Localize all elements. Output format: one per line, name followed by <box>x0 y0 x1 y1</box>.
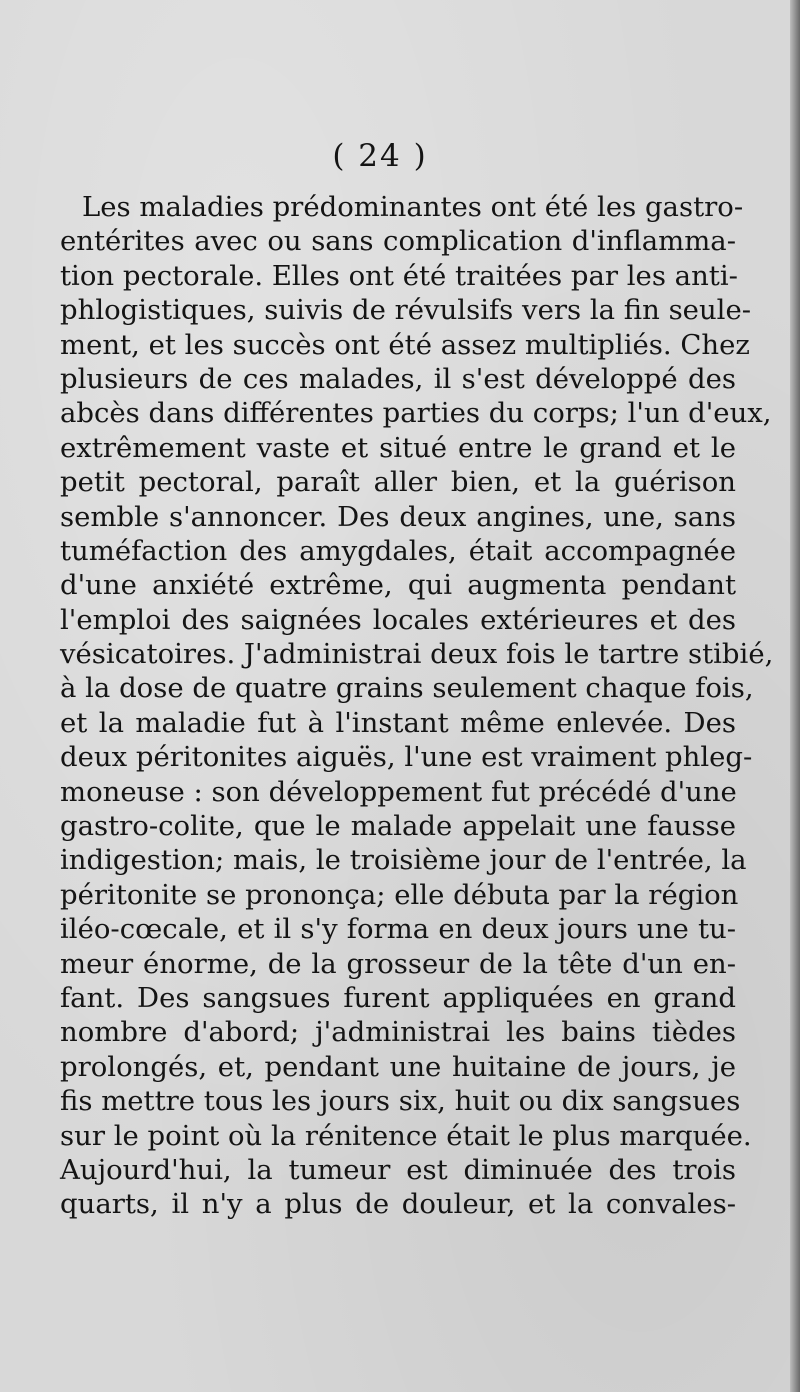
text-line: péritonite se prononça; elle débuta par la région <box>60 878 739 911</box>
text-line: Les maladies prédominantes ont été les gastro- <box>82 191 744 223</box>
text-line: moneuse : son développement fut précédé d'une <box>60 775 737 808</box>
text-line: gastro-colite, que le malade appelait une fausse <box>60 810 736 843</box>
text-line: à la dose de quatre grains seulement chaque fois, <box>60 672 754 705</box>
text-line: prolongés, et, pendant une huitaine de jours, je <box>60 1050 736 1083</box>
text-line: meur énorme, de la grosseur de la tête d'un en- <box>60 947 736 980</box>
text-line: l'emploi des saignées locales extérieures et des <box>60 603 736 636</box>
text-line: iléo-cœcale, et il s'y forma en deux jours une tu- <box>60 913 736 946</box>
text-line: d'une anxiété extrême, qui augmenta pendant <box>60 569 736 602</box>
text-line: tuméfaction des amygdales, était accompagnée <box>60 534 736 567</box>
text-line: abcès dans différentes parties du corps; l'un d'eux, <box>60 397 772 430</box>
text-line: extrêmement vaste et situé entre le grand et le <box>60 431 736 464</box>
text-line: sur le point où la rénitence était le plus marquée. <box>60 1119 752 1152</box>
text-line: fis mettre tous les jours six, huit ou dix sangsues <box>60 1085 741 1118</box>
text-line: phlogistiques, suivis de révulsifs vers la fin seule- <box>60 294 752 327</box>
text-line: indigestion; mais, le troisième jour de l'entrée, la <box>60 844 747 877</box>
text-line: fant. Des sangsues furent appliquées en grand <box>60 981 736 1014</box>
text-line: nombre d'abord; j'administrai les bains tièdes <box>60 1016 736 1049</box>
text-line: ment, et les succès ont été assez multipliés. Chez <box>60 328 750 361</box>
text-line: entérites avec ou sans complication d'inflamma- <box>60 225 736 258</box>
page-number: ( 24 ) <box>332 138 428 174</box>
text-line: deux péritonites aiguës, l'une est vraiment phleg- <box>60 741 753 774</box>
text-line: Aujourd'hui, la tumeur est diminuée des trois <box>60 1153 736 1186</box>
text-line: plusieurs de ces malades, il s'est développé des <box>60 362 736 395</box>
body-text <box>60 190 774 1222</box>
page-edge-shadow <box>790 0 800 1392</box>
text-line: vésicatoires. J'administrai deux fois le tartre stibié, <box>60 638 774 671</box>
text-line: quarts, il n'y a plus de douleur, et la convales- <box>60 1188 736 1221</box>
text-line: semble s'annoncer. Des deux angines, une, sans <box>60 500 736 533</box>
text-line: petit pectoral, paraît aller bien, et la guérison <box>60 466 736 499</box>
text-line: tion pectorale. Elles ont été traitées par les anti- <box>60 259 738 292</box>
text-line: et la maladie fut à l'instant même enlevée. Des <box>60 706 736 739</box>
